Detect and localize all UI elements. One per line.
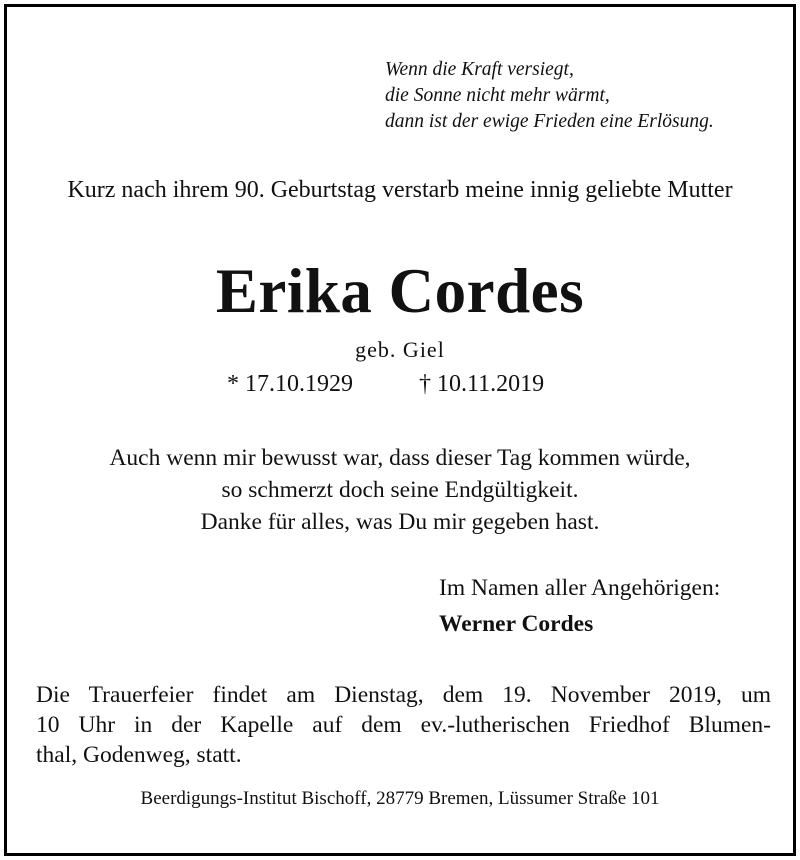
ceremony-details <box>36 680 771 770</box>
birth-name: geb. Giel <box>355 337 445 362</box>
obituary-notice <box>4 4 796 856</box>
farewell-line: Auch wenn mir bewusst war, dass dieser Tag kommen würde, <box>109 445 691 471</box>
signature-intro: Im Namen aller Angehörigen: <box>439 575 721 601</box>
signature-block <box>439 570 720 642</box>
funeral-home-footer: Beerdigungs-Institut Bischoff, 28779 Bremen, Lüssumer Straße 101 <box>140 788 660 809</box>
signer-name: Werner Cordes <box>439 611 594 637</box>
birth-date: * 17.10.1929 <box>227 371 353 397</box>
deceased-name: Erika Cordes <box>215 256 585 326</box>
death-date: † 10.11.2019 <box>419 371 545 397</box>
intro-text: Kurz nach ihrem 90. Geburtstag verstarb meine innig geliebte Mutter <box>67 177 733 203</box>
ceremony-line: Die Trauerfeier findet am Dienstag, dem 19. November 2019, um <box>36 682 771 708</box>
poem-line: die Sonne nicht mehr wärmt, <box>385 85 610 106</box>
poem <box>385 57 714 135</box>
life-dates <box>227 371 544 398</box>
poem-line: Wenn die Kraft versiegt, <box>385 59 574 80</box>
farewell-line: so schmerzt doch seine Endgültigkeit. <box>221 477 579 503</box>
ceremony-line: thal, Godenweg, statt. <box>36 742 242 768</box>
ceremony-line: 10 Uhr in der Kapelle auf dem ev.-lutherischen Friedhof Blumen- <box>36 712 771 738</box>
farewell-line: Danke für alles, was Du mir gegeben hast. <box>200 509 600 535</box>
farewell-text <box>7 442 793 538</box>
poem-line: dann ist der ewige Frieden eine Erlösung. <box>385 111 714 132</box>
